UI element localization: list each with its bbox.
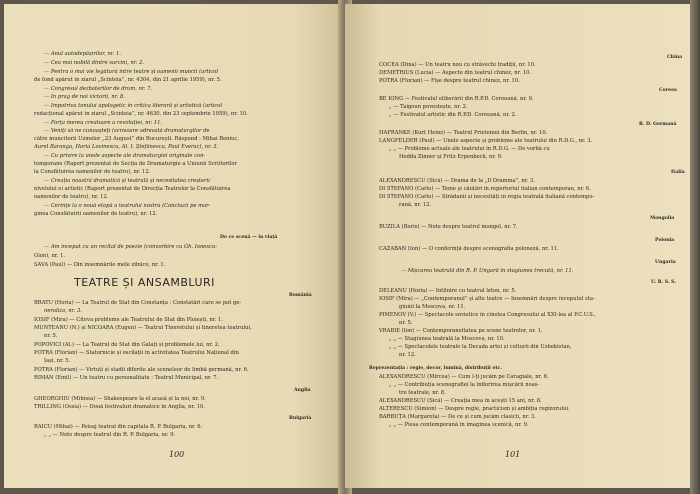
entry-line: Gion), nr. 1.: [34, 253, 66, 259]
entry-line: ALEXANDRESCU (Sică) — Creația mea în acești 15 ani, nr. 8.: [379, 398, 542, 404]
entry-line: către muncitorii Uzinelor „23 August” din București. Răspund : Mihai Beniuc,: [34, 136, 240, 142]
entry-line: DI STEFANO (Carlo) — Teme și căutări în repertoriul italian contemporan, nr. 6.: [379, 186, 591, 192]
entry-line: ALTERESCU (Simion) — Despre regie, practicism și ambiția regizorului.: [379, 406, 570, 412]
country-header-mongolia: Mongolia: [650, 216, 675, 221]
entry-line: „ „ — Probleme actuale ale teatrului în R.D.G. — De vorbă cu: [389, 146, 550, 152]
entry-line: „ — Festivalul artistic din R.P.D. Coreeană, nr. 2.: [389, 112, 517, 118]
entry-line: „ „ — Stagiunea teatrală la Moscova, nr. 10.: [389, 336, 505, 342]
entry-line: — Anul autodepășirilor, nr. 1.: [44, 51, 121, 57]
entry-line: BRATU (Horia) — La Teatrul de Stat din Constanța : Constatări care se pot ge-: [34, 300, 242, 306]
entry-line: Hedda Zinner și Fritz Erpenbeck, nr. 9.: [399, 154, 503, 160]
entry-line: SAVA (Paul) — Din însemnările mele zilnice, nr. 1.: [34, 262, 166, 268]
entry-line: „ „ — Piesa contemporană în imaginea scenică, nr. 9.: [389, 422, 529, 428]
entry-line: — Congresul dezbaterilor de drum, nr. 7.: [44, 86, 153, 92]
entry-line: — Mișcarea teatrală din R. P. Ungară în stagiunea trecută, nr. 11.: [401, 268, 574, 274]
entry-line: ALEXANDRESCU (Sică) — Drama de la „Il Dramma”, nr. 3.: [379, 178, 535, 184]
entry-line: VRABIE (Ion) — Contemporaneitatea pe scene teatrelor, nr. 1.: [379, 328, 543, 334]
entry-line: DI STEFANO (Carlo) — Strădanii și necesități în regia teatrală italiană contempo-: [379, 194, 595, 200]
entry-line: de fond apărut în ziarul „Scînteia”, nr. 4304, din 21 aprilie 1959), nr. 5.: [34, 77, 222, 83]
entry-line: neraliza, nr. 3.: [44, 308, 82, 314]
entry-line: — Am început cu un recital de poezie (convorbire cu Gh. Ionescu-: [44, 244, 218, 250]
entry-line: „ „ — Note despre teatrul din R. P. Bulgaria, nr. 9.: [44, 432, 176, 438]
entry-line: GHEORGHIU (Mihnea) — Shakespeare la el acasă și la noi, nr. 9.: [34, 396, 206, 402]
entry-line: — Cerințe la o nouă etapă a teatrului nostru (Concluzii pe mar-: [44, 203, 211, 209]
country-header-urss: U. R. S. S.: [651, 280, 676, 285]
left-page: [4, 4, 344, 488]
entry-line: BUZILĂ (Boris) — Note despre teatrul mongol, nr. 7.: [379, 224, 518, 230]
entry-line: LANGFELDER (Paul) — Unele aspecte și probleme ale teatrului din R.D.G., nr. 3.: [379, 138, 593, 144]
entry-line: POPOVICI (Al.) — La Teatrul de Stat din Galați și problemele lui, nr. 2.: [34, 342, 220, 348]
entry-line: redacțional apărut în ziarul „Scînteia”, nr. 4630, din 23 septembrie 1959), nr. 10.: [34, 111, 248, 117]
entry-line: „ — Taigoun povestește, nr. 2.: [389, 104, 468, 110]
page-number-right: 101: [505, 450, 521, 459]
country-header-china: China: [667, 55, 683, 60]
entry-line: rană, nr. 12.: [399, 202, 432, 208]
entry-line: MUNTEANU (N.) și NICOARĂ (Eugen) — Teatrul Tineretului și tineretea teatrului,: [34, 325, 252, 331]
entry-line: nr. 12.: [399, 352, 416, 358]
entry-line: — Impotriva tonului apologetic în critica literară și artistică (articol: [44, 103, 223, 109]
entry-line: Aurel Baranga, Horia Lovinescu, Al. I. Ștefănescu, Paul Everac), nr. 3.: [34, 144, 219, 150]
country-header-germania: R. D. Germană: [639, 122, 677, 127]
country-header-bulgaria: Bulgaria: [289, 416, 312, 421]
entry-line: tre teatrale, nr. 8.: [399, 390, 446, 396]
page-number-left: 100: [169, 450, 185, 459]
entry-line: ginea Consfătuirii oamenilor de teatru), nr. 12.: [34, 211, 158, 217]
entry-line: IOSIF (Mira) — „Contemporanul” și alte teatre — Însemnări despre începutul sta-: [379, 296, 595, 302]
entry-line: POTRA (Florian) — Virtuți și stadii diferite ale sceneleor de limbă germană, nr. 6.: [34, 367, 249, 373]
entry-line: RIMAN (Emil) — Un teatru cu personalitate : Teatrul Municipal, nr. 7.: [34, 375, 219, 381]
entry-line: Iași, nr. 5.: [44, 358, 71, 364]
section-header-vietii: De ce scenă — în viață: [220, 235, 278, 240]
section-title: TEATRE ȘI ANSAMBLURI: [74, 276, 215, 289]
entry-line: HAFRANKE (Kurt Heinz) — Teatrul Prieteniei din Berlin, nr. 10.: [379, 130, 548, 136]
section-header-regie: Reprezentația : regie, decor, lumină, distribuții etc.: [369, 366, 502, 371]
entry-line: — Cu privire la unele aspecte ale dramaturgiei originale con-: [44, 153, 206, 159]
entry-line: BARBUȚĂ (Margareta) — De ce și cum jucăm clasicii, nr. 3.: [379, 414, 536, 420]
entry-line: — Veniți să ne cunoașteți (scrisoare adresată dramaturgilor de: [44, 128, 210, 134]
entry-line: temporane (Raport prezentat de Secția de Dramaturgie a Uniunii Scriitorilor: [34, 161, 237, 167]
entry-line: — Pentru o mai vie legătură între teatre și oamenii muncii (articol: [44, 69, 219, 75]
entry-line: ALEXANDRESCU (Mircea) — Cum l-ți jucăm pe Caragiale, nr. 6.: [379, 374, 549, 380]
country-header-romania: România: [289, 293, 312, 298]
entry-line: BE IONG — Festivalul eliberării din R.P.D. Coreeană, nr. 9.: [379, 96, 534, 102]
entry-line: giunii la Moscova, nr. 11.: [399, 304, 466, 310]
entry-line: POTRA (Florian) — Statornicie și oscilații în activitatea Teatrului Național din: [34, 350, 239, 356]
country-header-ungaria: Ungaria: [655, 260, 676, 265]
entry-line: — Creația noastră dramatică și teatrală și necesitatea creșterii: [44, 178, 210, 184]
country-header-anglia: Anglia: [294, 388, 311, 393]
entry-line: PIMENOV (V.) — Spectacole sovietice în cinstea Congresului al XXI-lea al P.C.U.S.,: [379, 312, 596, 318]
country-header-italia: Italia: [671, 170, 685, 175]
country-header-polonia: Polonia: [655, 238, 675, 243]
entry-line: nr. 5.: [399, 320, 413, 326]
right-page: [345, 4, 692, 488]
entry-line: COCEA (Dina) — Un teatru nou cu străvechi tradiții, nr. 10.: [379, 62, 536, 68]
country-header-coreea: Coreea: [659, 88, 677, 93]
entry-line: oamenilor de teatru), nr. 12.: [34, 194, 109, 200]
entry-line: „ „ — Spectacolele teatrale la Decada artei și culturii din Uzbekistan,: [389, 344, 572, 350]
entry-line: — În prag de noi victorii, nr. 8.: [44, 94, 125, 100]
entry-line: CAZABAN (Ion) — O conferință despre scenografia poloneză, nr. 11.: [379, 246, 559, 252]
entry-line: la Consfătuirea oamenilor de teatru), nr. 12.: [34, 169, 151, 175]
entry-line: nivelului ei artistic (Raport prezentat de Direcția Teatrelor la Consfătuirea: [34, 186, 231, 192]
entry-line: DELEANU (Horia) — Intîlnire cu teatrul leton, nr. 5.: [379, 288, 517, 294]
entry-line: — Forța mereu creatoare a revoluției, nr. 11.: [44, 120, 163, 126]
entry-line: IOSIF (Mira) — Cîteva probleme ale Teatrului de Stat din Ploiești, nr. 1.: [34, 317, 223, 323]
entry-line: TRILLING (Ossia) — Două festivaluri dramatice în Anglia, nr. 10.: [34, 404, 205, 410]
entry-line: nr. 5.: [44, 333, 58, 339]
entry-line: — Cea mai nobilă dintre sarcini, nr. 2.: [44, 60, 144, 66]
entry-line: „ „ — Contribuția scenografiei la înflorirea mișcării noas-: [389, 382, 540, 388]
book-edge: [690, 0, 700, 494]
entry-line: DEMETRIUS (Lucia) — Aspecte din teatrul chinez, nr. 10.: [379, 70, 532, 76]
entry-line: RAICU (Mihai) — Peisaj teatral din capitala R. P. Bulgaria, nr. 6.: [34, 424, 203, 430]
entry-line: POTRA (Florian) — Fișe despre teatrul chinez, nr. 10.: [379, 78, 520, 84]
